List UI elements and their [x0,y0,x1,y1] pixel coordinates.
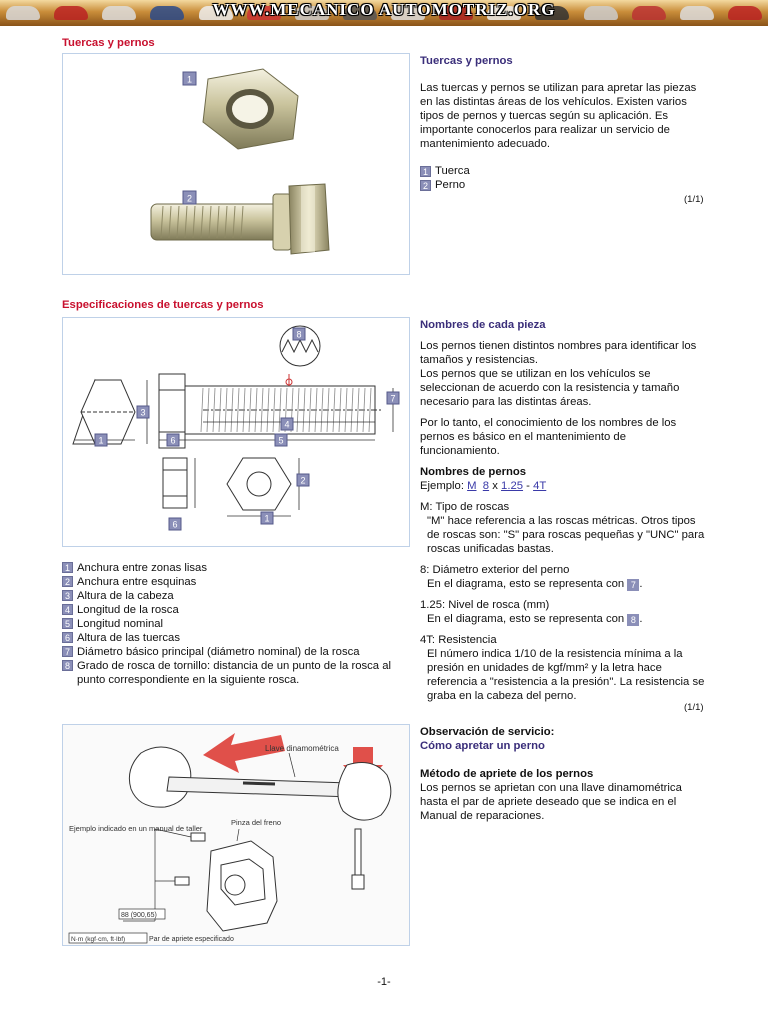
section1-text [420,54,708,192]
section2-para3: Por lo tanto, el conocimiento de los nombres de los pernos es básico en el mantenimiento de funcionamiento. [420,417,677,457]
legend-item [62,631,412,645]
example-part-8[interactable]: 8 [482,480,490,492]
legend-label: Anchura entre esquinas [77,576,197,588]
spec-label: Par de apriete especificado [149,936,234,943]
legend-item [62,603,412,617]
number-badge: 7 [62,646,73,657]
section2-para2: Los pernos que se utilizan en los vehículos se seleccionan de acuerdo con la resistencia y tamaño necesario para las distintas áreas. [420,368,680,408]
diagram-label-8: 8 [296,329,302,340]
legend-item [62,589,412,603]
diagram-label-1b: 1 [264,513,270,524]
banner-title[interactable]: WWW.MECANICO AUTOMOTRIZ.ORG [212,0,556,19]
section1-body: Las tuercas y pernos se utilizan para apretar las piezas en las distintas áreas de los vehículos. Existen varios tipos de pernos y tuercas según su aplicación. Es importante conocerlos para realizar un servicio de mantenimiento adecuado. [420,82,697,150]
number-badge: 1 [62,562,73,573]
caliper-label: Pinza del freno [231,818,282,827]
section1-page-indicator: (1/1) [684,194,704,205]
list-item-label: Tuerca [435,165,470,177]
list-item-tuerca [420,164,708,178]
torque-wrench-illustration [63,725,410,946]
diagram-label-4: 4 [284,419,290,430]
legend-item [62,645,412,659]
legend-label: Grado de rosca de tornillo: distancia de un punto de la rosca al punto correspondiente en la siguiente rosca. [77,660,391,686]
legend-item [62,617,412,631]
number-badge: 3 [62,590,73,601]
torque-wrench-figure [62,724,410,946]
example-part-dash: - [526,480,530,492]
nut-bolt-illustration [63,54,410,275]
site-banner [0,0,768,26]
service-note-heading: Observación de servicio: [420,726,555,738]
example-part-x: x [492,480,498,492]
bolt-names-title: Nombres de pernos [420,466,527,478]
section2-text [420,318,708,703]
page-number: -1- [377,976,391,988]
number-badge: 1 [420,166,431,177]
torque-units: N·m (kgf·cm, ft·lbf) [71,936,126,943]
diagram-label-2: 2 [300,475,306,486]
section1-subtitle: Tuercas y pernos [420,55,513,67]
bolt-example [420,479,708,493]
example-label: Ejemplo indicado en un manual de taller [69,824,203,833]
number-badge: 5 [62,618,73,629]
legend-label: Anchura entre zonas lisas [77,562,207,574]
list-item-label: Perno [435,179,466,191]
legend-label: Diámetro básico principal (diámetro nominal) de la rosca [77,646,360,658]
m-body: "M" hace referencia a las roscas métricas. Otros tipos de roscas son: "S" para roscas pequeñas y "UNC" para roscas unificadas bastas. [427,515,705,555]
t4-body: El número indica 1/10 de la resistencia mínima a la presión en unidades de kgf/mm² y la letra hace referencia a "resistencia a la presión". La resistencia se graba en la cabeza del perno. [427,648,705,702]
section-heading-tuercas: Tuercas y pernos [62,37,155,49]
d8-body: En el diagrama, esto se representa con [427,578,625,590]
number-badge: 4 [62,604,73,615]
wrench-label: Llave dinamométrica [265,744,339,753]
example-part-4t[interactable]: 4T [533,480,547,492]
diagram-label-7: 7 [390,393,396,404]
legend-label: Longitud de la rosca [77,604,179,616]
torque-value: 88 (900,65) [121,912,157,919]
diagram-label-6a: 6 [170,435,176,446]
t4-title: 4T: Resistencia [420,634,497,646]
legend-label: Altura de las tuercas [77,632,180,644]
d8-line: En el diagrama, esto se representa con 7 . [427,578,643,590]
section3-text [420,725,708,823]
bolt-spec-diagram [62,317,410,547]
bolt-dimension-drawing [63,318,410,547]
legend-label: Longitud nominal [77,618,164,630]
legend-item [62,659,412,687]
method-body: Los pernos se aprietan con una llave dinamométrica hasta el par de apriete deseado que se indica en el Manual de reparaciones. [420,782,682,822]
nut-bolt-photo [62,53,410,275]
example-part-125[interactable]: 1.25 [501,480,524,492]
example-prefix: Ejemplo: [420,480,464,492]
d8-title: 8: Diámetro exterior del perno [420,564,570,576]
diagram-label-5: 5 [278,435,284,446]
p125-body: En el diagrama, esto se representa con [427,613,625,625]
m-title: M: Tipo de roscas [420,501,510,513]
number-badge: 8 [62,660,73,671]
number-badge: 2 [420,180,431,191]
diagram-label-3: 3 [140,407,146,418]
photo-label-2-text: 2 [186,193,193,204]
p125-line: En el diagrama, esto se representa con 8 . [427,613,643,625]
dimension-legend [62,561,412,687]
number-badge: 2 [62,576,73,587]
number-badge: 6 [62,632,73,643]
diagram-label-1a: 1 [98,435,104,446]
section2-para1: Los pernos tienen distintos nombres para identificar los tamaños y resistencias. [420,340,697,366]
section3-subtitle: Cómo apretar un perno [420,740,545,752]
legend-item [62,575,412,589]
example-part-m[interactable]: M [467,480,477,492]
legend-item [62,561,412,575]
legend-label: Altura de la cabeza [77,590,174,602]
section-heading-especificaciones: Especificaciones de tuercas y pernos [62,299,264,311]
section2-subtitle: Nombres de cada pieza [420,319,546,331]
method-title: Método de apriete de los pernos [420,768,594,780]
photo-label-1-text: 1 [186,74,193,85]
diagram-label-6b: 6 [172,519,178,530]
section2-page-indicator: (1/1) [684,702,704,713]
ref-badge-8[interactable]: 8 [627,614,639,626]
p125-title: 1.25: Nivel de rosca (mm) [420,599,550,611]
ref-badge-7[interactable]: 7 [627,579,639,591]
list-item-perno [420,178,708,192]
